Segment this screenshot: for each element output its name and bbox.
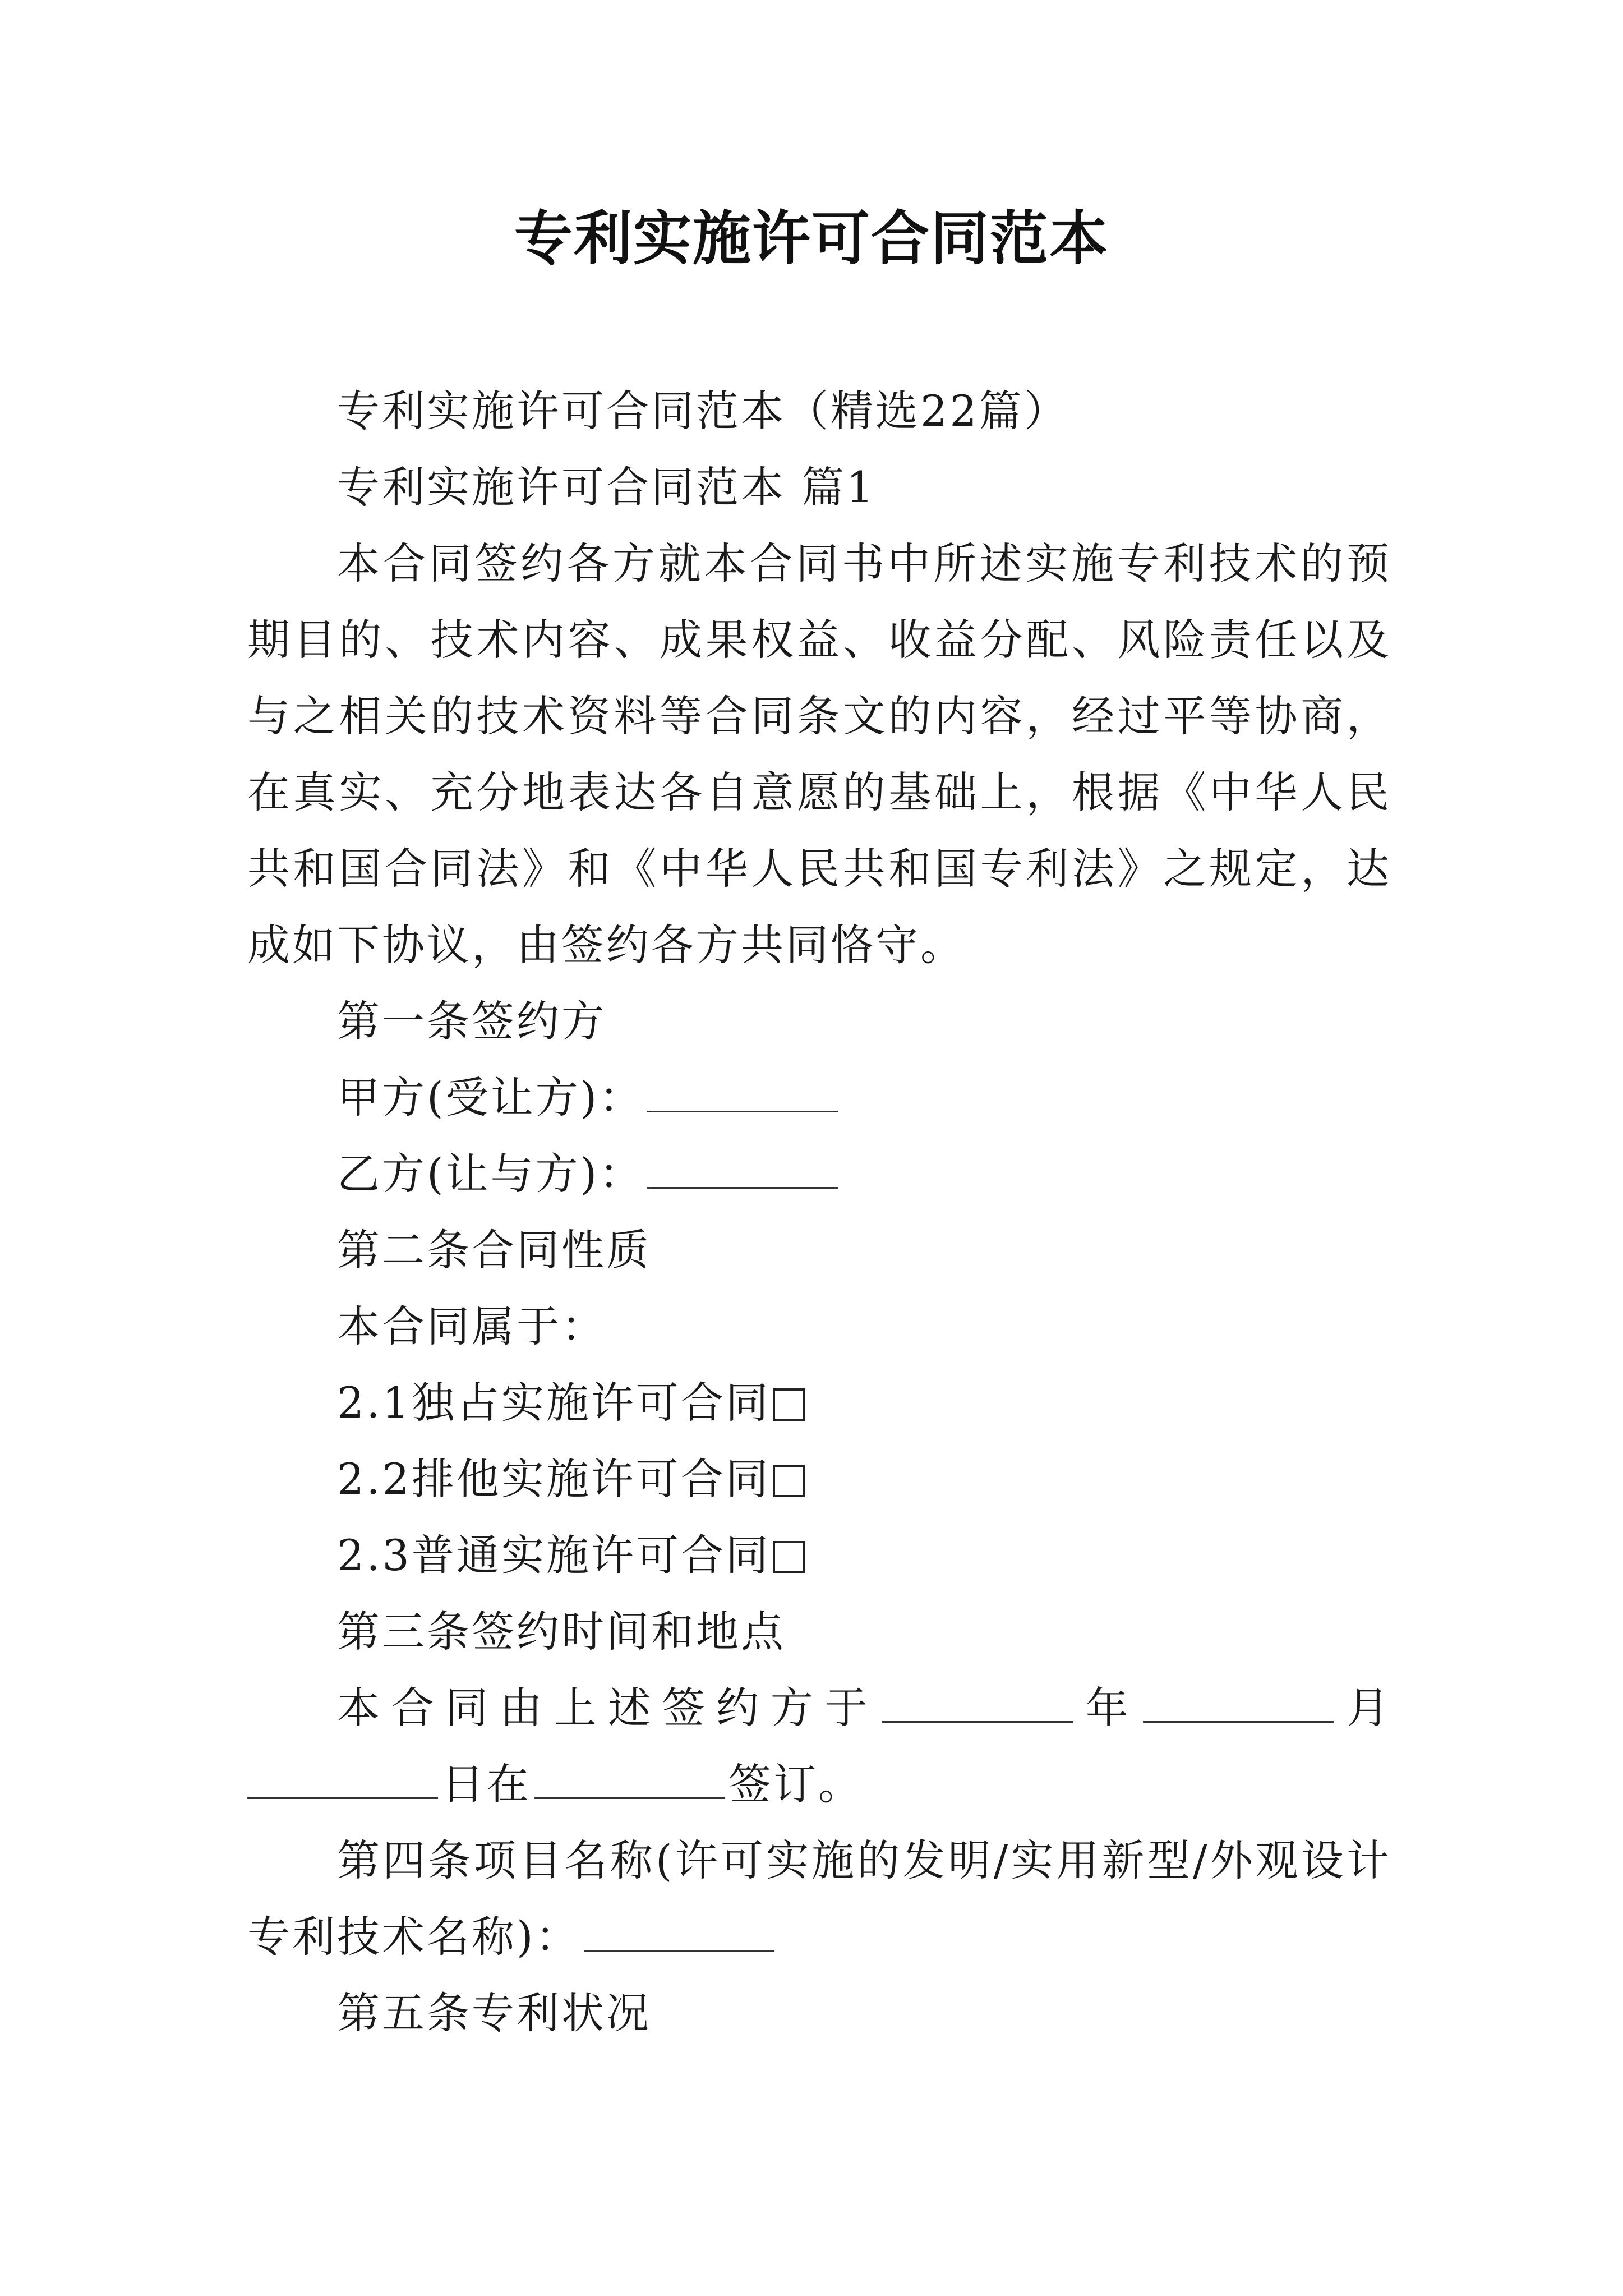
option-exclusive-label: 2.1独占实施许可合同 — [337, 1378, 771, 1428]
party-b-label: 乙方(让与方)： — [337, 1149, 644, 1199]
article3-heading: 第三条签约时间和地点 — [337, 1607, 786, 1657]
article5-heading: 第五条专利状况 — [337, 1988, 651, 2038]
project-name-blank[interactable] — [584, 1910, 774, 1952]
day-at-label: 日在 — [441, 1759, 531, 1809]
signed-label: 签订。 — [728, 1759, 863, 1809]
party-a-label: 甲方(受让方)： — [337, 1073, 644, 1122]
month-blank[interactable] — [1143, 1681, 1334, 1723]
year-label: 年 — [1076, 1683, 1140, 1733]
article3-place-line — [247, 1746, 1391, 1823]
article3-date-line — [247, 1670, 1391, 1746]
day-blank[interactable] — [247, 1757, 438, 1799]
subtitle: 专利实施许可合同范本（精选22篇） — [337, 386, 1069, 436]
option-sole-checkbox[interactable] — [773, 1465, 805, 1497]
party-b-blank[interactable] — [647, 1147, 838, 1189]
party-b-line — [247, 1136, 1391, 1212]
year-blank[interactable] — [882, 1681, 1073, 1723]
article4-line — [247, 1823, 1391, 1975]
option-sole — [247, 1441, 1391, 1517]
option-ordinary-checkbox[interactable] — [773, 1541, 805, 1573]
option-sole-label: 2.2排他实施许可合同 — [337, 1454, 771, 1504]
article1-heading: 第一条签约方 — [337, 996, 606, 1046]
option-ordinary — [247, 1517, 1391, 1594]
party-a-blank[interactable] — [647, 1070, 838, 1112]
document-body — [247, 373, 1391, 2051]
article4-text: 第四条项目名称(许可实施的发明/实用新型/外观设计专利技术名称)： — [247, 1835, 1391, 1962]
intro-paragraph: 本合同签约各方就本合同书中所述实施专利技术的预期目的、技术内容、成果权益、收益分配、风险责任以及与之相关的技术资料等合同条文的内容，经过平等协商，在真实、充分地表达各自意愿的基础上，根据《中华人民共和国合同法》和《中华人民共和国专利法》之规定，达成如下协议，由签约各方共同恪守。 — [247, 539, 1391, 970]
option-exclusive-checkbox[interactable] — [773, 1388, 805, 1421]
option-ordinary-label: 2.3普通实施许可合同 — [337, 1530, 771, 1580]
section-heading: 专利实施许可合同范本 篇1 — [337, 462, 876, 512]
month-label: 月 — [1337, 1683, 1392, 1733]
article2-heading: 第二条合同性质 — [337, 1225, 651, 1275]
document-title: 专利实施许可合同范本 — [514, 204, 1109, 273]
place-blank[interactable] — [534, 1757, 725, 1799]
article2-lead: 本合同属于： — [337, 1301, 606, 1351]
article3-prefix: 本合同由上述签约方于 — [337, 1683, 879, 1733]
party-a-line — [247, 1060, 1391, 1136]
option-exclusive — [247, 1365, 1391, 1441]
